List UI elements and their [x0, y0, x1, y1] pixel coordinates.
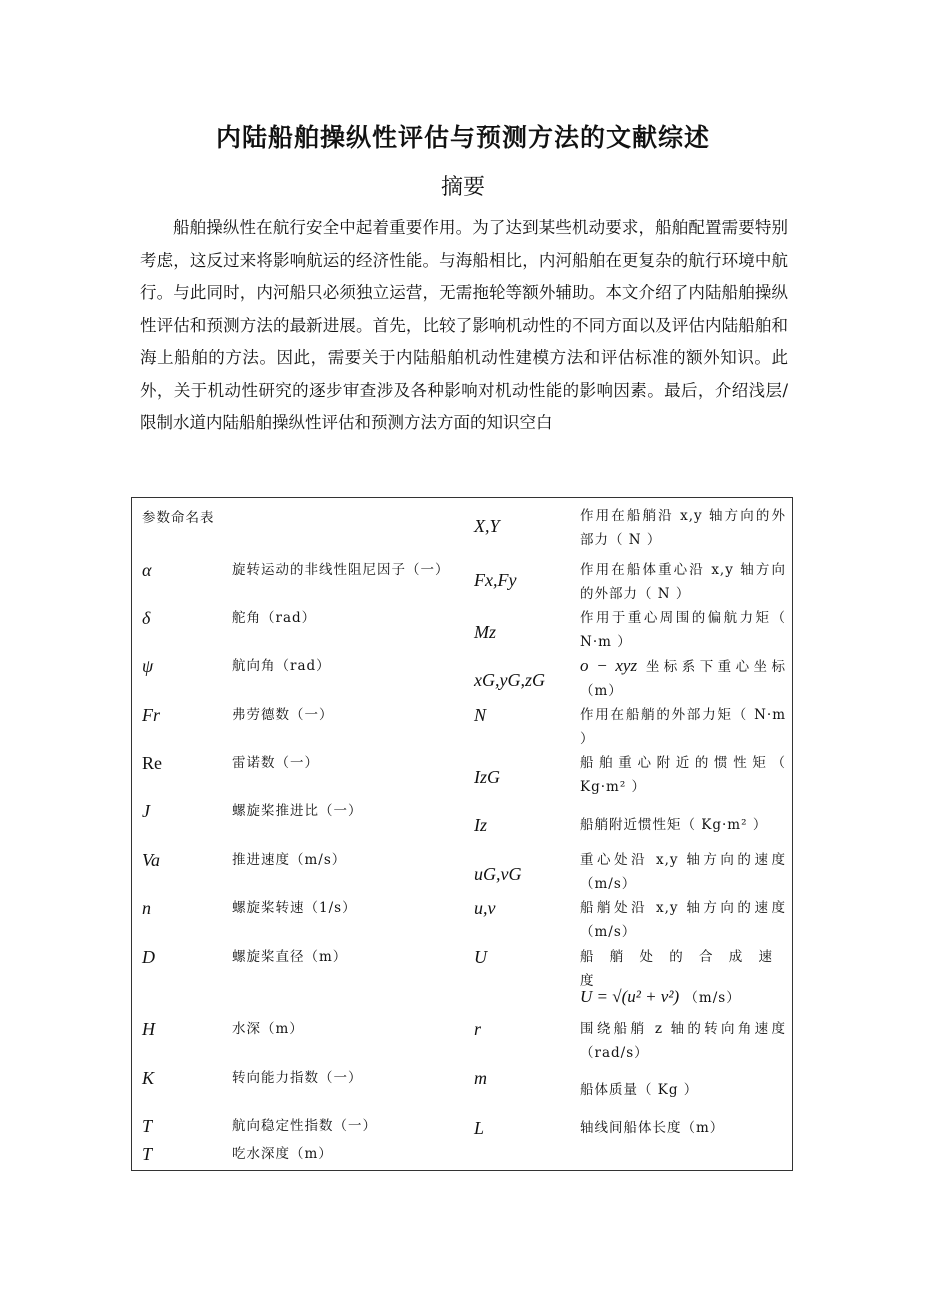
abstract-heading: 摘要 [440, 175, 485, 200]
symbol-xgygzg: xG,yG,zG [474, 670, 545, 690]
symbol-fr: Fr [142, 705, 160, 725]
symbol-psi: ψ [142, 656, 154, 676]
symbol-t-course: T [142, 1116, 153, 1136]
nomenclature-table [131, 497, 793, 1171]
desc-alpha: 旋转运动的非线性阻尼因子（一） [232, 562, 450, 578]
symbol-delta: δ [142, 608, 151, 628]
desc-va: 推进速度（m/s） [232, 852, 347, 868]
desc-izg: 船舶重心附近的惯性矩（ Kg·m² ） [580, 755, 786, 795]
desc-h: 水深（m） [232, 1021, 304, 1037]
desc-d: 螺旋桨直径（m） [232, 949, 348, 965]
formula-u: U = √(u² + v²) [580, 987, 680, 1006]
desc-u-resultant: 船艄处的合成速度 [580, 949, 786, 989]
symbol-u-resultant: U [474, 947, 487, 967]
symbol-d: D [142, 947, 155, 967]
symbol-t-draft: T [142, 1144, 153, 1164]
desc-m: 船体质量（ Kg ） [580, 1082, 699, 1098]
abstract-body: 船舶操纵性在航行安全中起着重要作用。为了达到某些机动要求，船舶配置需要特别考虑，这反过来将影响航运的经济性能。与海船相比，内河船舶在更复杂的航行环境中航行。与此同时，内河船只必须独立运营，无需拖轮等额外辅助。本文介绍了内陆船舶操纵性评估和预测方法的最新进展。首先，比较了影响机动性的不同方面以及评估内陆船舶和海上船舶的方法。因此，需要关于内陆船舶机动性建模方法和评估标准的额外知识。此外，关于机动性研究的逐步审查涉及各种影响对机动性能的影响因素。最后，介绍浅层/限制水道内陆船舶操纵性评估和预测方法方面的知识空白 [140, 218, 788, 432]
symbol-xy: X,Y [474, 516, 500, 536]
desc-xgygzg-text: 坐标系下重心坐标（m） [580, 659, 787, 699]
formula-u-unit: （m/s） [684, 990, 741, 1006]
desc-n: 螺旋桨转速（1/s） [232, 900, 357, 916]
desc-fr: 弗劳德数（一） [232, 707, 334, 723]
desc-xgygzg [580, 654, 786, 703]
desc-uv: 船艄处沿 x,y 轴方向的速度（m/s） [580, 900, 786, 940]
symbol-l: L [474, 1118, 485, 1138]
desc-t-draft: 吃水深度（m） [232, 1146, 333, 1162]
desc-r: 围绕船艄 z 轴的转向角速度（rad/s） [580, 1021, 786, 1061]
desc-k: 转向能力指数（一） [232, 1070, 363, 1086]
desc-t-course: 航向稳定性指数（一） [232, 1118, 377, 1134]
desc-iz: 船艄附近惯性矩（ Kg·m² ） [580, 817, 768, 833]
coord-system-label: o − xyz [580, 656, 638, 675]
symbol-r: r [474, 1019, 482, 1039]
symbol-iz: Iz [474, 815, 487, 835]
formula-u-row [580, 985, 786, 1010]
symbol-izg: IzG [474, 767, 500, 787]
symbol-h: H [142, 1019, 155, 1039]
desc-xy: 作用在船艄沿 x,y 轴方向的外部力（ N ） [580, 508, 786, 548]
nomenclature-caption: 参数命名表 [142, 510, 215, 526]
symbol-mz: Mz [474, 622, 496, 642]
symbol-ugvg: uG,vG [474, 864, 522, 884]
symbol-va: Va [142, 850, 160, 870]
symbol-uv: u,v [474, 898, 496, 918]
symbol-n-moment: N [474, 705, 487, 725]
symbol-j: J [142, 801, 150, 821]
desc-delta: 舵角（rad） [232, 610, 317, 626]
desc-mz: 作用于重心周围的偏航力矩（ N·m ） [580, 610, 786, 650]
symbol-re: Re [142, 753, 162, 773]
desc-j: 螺旋桨推进比（一） [232, 803, 363, 819]
desc-re: 雷诺数（一） [232, 755, 319, 771]
symbol-k: K [142, 1068, 155, 1088]
desc-psi: 航向角（rad） [232, 658, 331, 674]
symbol-n: n [142, 898, 151, 918]
paper-title: 内陆船舶操纵性评估与预测方法的文献综述 [215, 123, 710, 152]
desc-ugvg: 重心处沿 x,y 轴方向的速度（m/s） [580, 852, 786, 892]
symbol-m: m [474, 1068, 487, 1088]
symbol-fxfy: Fx,Fy [474, 570, 517, 590]
desc-n-moment: 作用在船艄的外部力矩（ N·m ） [580, 707, 786, 747]
desc-l: 轴线间船体长度（m） [580, 1120, 725, 1136]
desc-fxfy: 作用在船体重心沿 x,y 轴方向的外部力（ N ） [580, 562, 786, 602]
symbol-alpha: α [142, 560, 152, 580]
